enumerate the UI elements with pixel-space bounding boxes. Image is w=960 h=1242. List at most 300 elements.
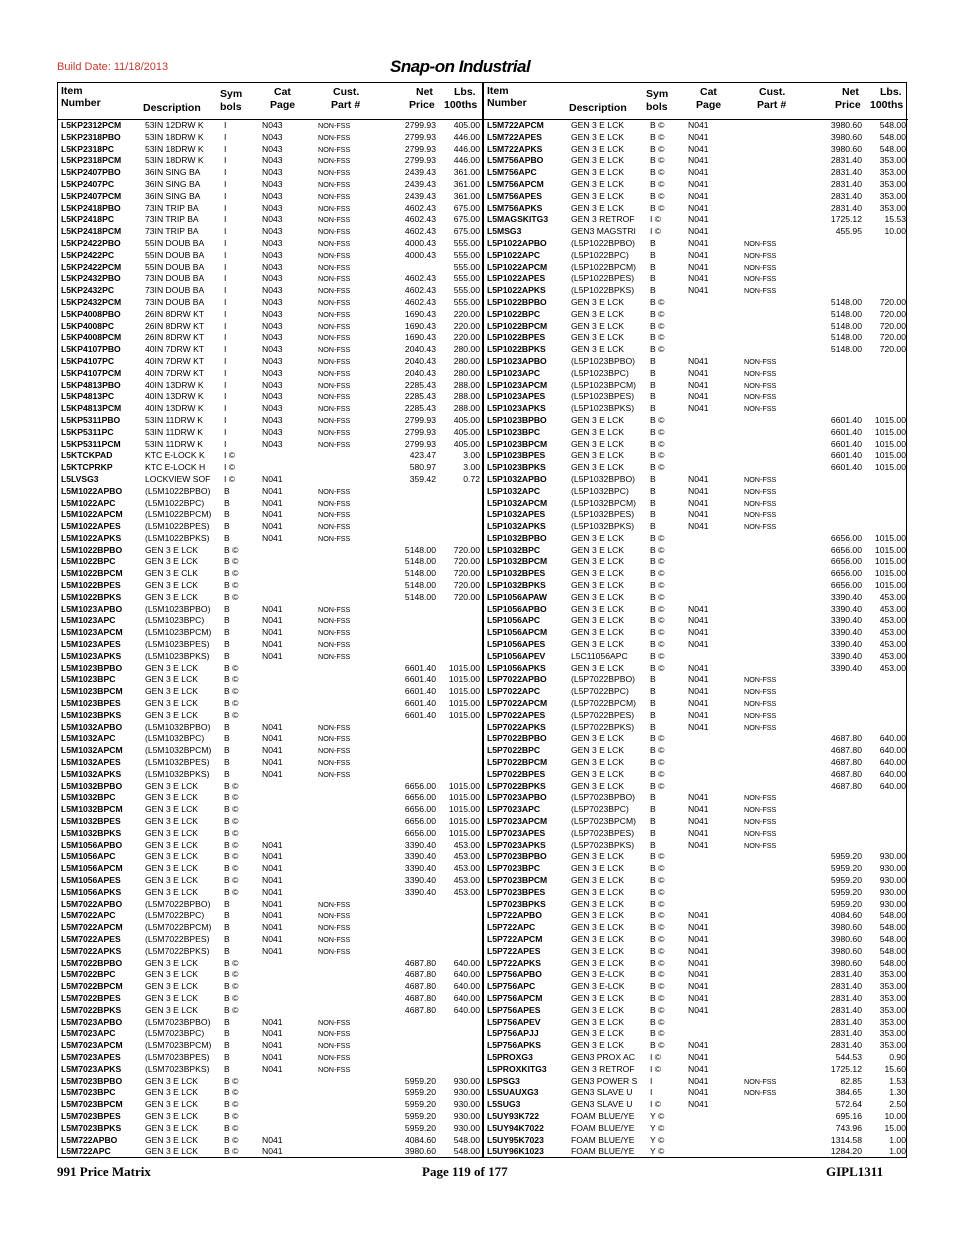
weight-lbs: 453.00: [879, 627, 906, 638]
item-number: L5KP2318PBO: [61, 131, 121, 142]
cust-part: NON-FSS: [318, 640, 351, 650]
description: (L5P1023BPES): [571, 391, 635, 402]
item-number: L5KP5311PCM: [61, 438, 121, 449]
cat-page: N041: [262, 497, 283, 508]
weight-lbs: 930.00: [879, 863, 906, 874]
description: (L5M1022BPES): [145, 521, 210, 532]
item-number: L5M1023BPCM: [61, 686, 123, 697]
cat-page: N041: [262, 875, 283, 885]
cust-part: NON-FSS: [318, 121, 351, 130]
description: (L5M7022BPBO): [145, 898, 211, 909]
table-row: [484, 250, 908, 262]
description: GEN 3 E LCK: [145, 698, 199, 709]
description: GEN3 POWER S: [571, 1075, 638, 1086]
symbols: B: [650, 721, 656, 732]
weight-lbs: 1015.00: [874, 580, 906, 591]
header-net: Net: [416, 86, 433, 98]
net-price: 6601.40: [830, 426, 862, 437]
weight-lbs: 1015.00: [874, 556, 906, 567]
item-number: L5M1023BPES: [61, 698, 121, 709]
table-row: [484, 698, 908, 710]
cust-part: NON-FSS: [318, 179, 351, 189]
net-price: 3390.40: [404, 886, 436, 897]
header-part: Part #: [757, 99, 787, 111]
item-number: L5SUG3: [487, 1099, 521, 1110]
cat-page: N043: [262, 320, 283, 331]
table-row: [484, 380, 908, 392]
net-price: 743.96: [835, 1122, 862, 1133]
net-price: 5959.20: [830, 851, 862, 862]
description: (L5P7022BPBO): [571, 674, 636, 685]
table-row: [58, 1123, 482, 1135]
table-row: [58, 816, 482, 828]
description: (L5P1022BPC): [571, 249, 629, 260]
symbols: B ©: [224, 886, 239, 897]
description: GEN 3 E LCK: [571, 580, 625, 591]
description: (L5M7023BPES): [145, 1051, 210, 1062]
item-number: L5M1023BPKS: [61, 709, 122, 720]
net-price: 6601.40: [404, 674, 436, 685]
weight-lbs: 1015.00: [448, 827, 480, 838]
weight-lbs: 288.00: [453, 379, 480, 390]
net-price: 2285.43: [404, 403, 436, 414]
item-number: L5P1022BPCM: [487, 320, 548, 331]
cat-page: N041: [262, 945, 283, 956]
net-price: 4687.80: [404, 957, 436, 968]
item-number: L5KP4107PBO: [61, 344, 121, 355]
weight-lbs: 548.00: [879, 131, 906, 142]
cat-page: N041: [688, 131, 709, 142]
cust-part: NON-FSS: [318, 168, 351, 178]
cust-part: NON-FSS: [318, 746, 351, 756]
symbols: B ©: [650, 155, 665, 166]
symbols: Y ©: [650, 1146, 665, 1157]
table-row: [484, 332, 908, 344]
net-price: 5959.20: [830, 898, 862, 909]
cat-page: N041: [688, 827, 709, 838]
footer-page-number: Page 119 of 177: [422, 1164, 508, 1179]
item-number: L5P7023BPKS: [487, 898, 546, 909]
item-number: L5P1023BPKS: [487, 462, 546, 473]
weight-lbs: 15.60: [884, 1063, 906, 1074]
item-number: L5KP2422PBO: [61, 237, 121, 248]
table-row: [484, 639, 908, 651]
net-price: 2799.93: [404, 426, 436, 437]
description: (L5M1023BPCM): [145, 627, 212, 638]
symbols: B ©: [650, 320, 665, 331]
header-lbs: Lbs.: [454, 86, 476, 98]
table-row: [484, 132, 908, 144]
cat-page: N043: [262, 202, 283, 213]
table-row: [58, 993, 482, 1005]
table-row: [484, 144, 908, 156]
symbols: B ©: [650, 639, 665, 650]
cat-page: N041: [688, 816, 709, 827]
table-row: [484, 533, 908, 545]
symbols: B: [650, 839, 656, 850]
table-row: [484, 238, 908, 250]
net-price: 3390.40: [830, 591, 862, 602]
cat-page: N043: [262, 190, 283, 201]
item-number: L5P7023APC: [487, 804, 541, 815]
table-row: [484, 580, 908, 592]
item-number: L5M1056APC: [61, 851, 116, 862]
item-number: L5KTCPRKP: [61, 462, 113, 473]
cat-page: N043: [262, 178, 283, 189]
cat-page: N041: [262, 898, 283, 909]
net-price: 2799.93: [404, 131, 436, 142]
description: GEN 3 E LCK: [145, 1099, 199, 1110]
weight-lbs: 10.00: [884, 226, 906, 237]
description: 40IN 7DRW KT: [145, 344, 205, 355]
table-row: [484, 958, 908, 970]
symbols: B ©: [650, 167, 665, 178]
description: (L5P7023BPES): [571, 827, 635, 838]
symbols: B ©: [650, 981, 665, 992]
description: GEN 3 E LCK: [571, 202, 625, 213]
table-row: [58, 179, 482, 191]
cat-page: N041: [688, 226, 709, 237]
table-row: [484, 615, 908, 627]
cust-part: NON-FSS: [744, 793, 777, 803]
cat-page: N043: [262, 261, 283, 272]
table-row: [484, 899, 908, 911]
description: GEN 3 E LCK: [571, 780, 625, 791]
symbols: B: [650, 285, 656, 296]
symbols: B ©: [224, 556, 239, 567]
weight-lbs: 1015.00: [874, 426, 906, 437]
symbols: B ©: [650, 591, 665, 602]
description: GEN 3 E LCK: [145, 792, 199, 803]
symbols: B ©: [650, 1004, 665, 1015]
description: GEN 3 E LCK: [571, 945, 625, 956]
net-price: 5148.00: [404, 568, 436, 579]
item-number: L5MSG3: [487, 226, 522, 237]
table-row: [58, 285, 482, 297]
table-row: [484, 1076, 908, 1088]
item-number: L5M7023APBO: [61, 1016, 123, 1027]
weight-lbs: 446.00: [453, 155, 480, 166]
symbols: B: [224, 532, 230, 543]
weight-lbs: 15.00: [884, 1122, 906, 1133]
item-number: L5P1032APC: [487, 485, 541, 496]
net-price: 5959.20: [830, 886, 862, 897]
table-row: [58, 509, 482, 521]
symbols: B: [650, 804, 656, 815]
cat-page: N041: [688, 1040, 709, 1051]
cat-page: N041: [688, 969, 709, 980]
weight-lbs: 930.00: [453, 1075, 480, 1086]
weight-lbs: 453.00: [453, 875, 480, 885]
table-row: [484, 1017, 908, 1029]
description: GEN 3 E LCK: [571, 898, 625, 909]
net-price: 5959.20: [404, 1122, 436, 1133]
table-row: [58, 733, 482, 745]
item-number: L5M1032BPCM: [61, 804, 123, 815]
weight-lbs: 548.00: [879, 143, 906, 154]
description: (L5M1023BPKS): [145, 650, 210, 661]
cat-page: N041: [688, 662, 709, 673]
weight-lbs: 720.00: [879, 332, 906, 343]
weight-lbs: 220.00: [453, 320, 480, 331]
table-row: [484, 1087, 908, 1099]
weight-lbs: 1.30: [889, 1087, 906, 1098]
description: GEN 3 E-LCK: [571, 981, 625, 992]
item-number: L5M7022APCM: [61, 922, 123, 933]
description: (L5P1023BPCM): [571, 379, 636, 390]
symbols: B: [224, 1028, 230, 1039]
net-price: 5148.00: [830, 332, 862, 343]
table-row: [58, 686, 482, 698]
weight-lbs: 1015.00: [448, 816, 480, 827]
item-number: L5P7023APES: [487, 827, 546, 838]
description: GEN 3 E LCK: [145, 992, 199, 1003]
symbols: B ©: [224, 544, 239, 555]
table-row: [484, 427, 908, 439]
description: GEN 3 E LCK: [145, 1122, 199, 1133]
item-number: L5M756APBO: [487, 155, 544, 166]
item-number: L5KP5311PC: [61, 426, 114, 437]
net-price: 6656.00: [830, 544, 862, 555]
symbols: B ©: [650, 650, 665, 661]
item-number: L5M7022BPES: [61, 992, 121, 1003]
net-price: 4687.80: [404, 992, 436, 1003]
table-row: [58, 273, 482, 285]
cust-part: NON-FSS: [318, 486, 351, 496]
cat-page: N041: [688, 922, 709, 933]
table-row: [58, 214, 482, 226]
table-row: [484, 545, 908, 557]
cat-page: N043: [262, 403, 283, 414]
net-price: 4000.43: [404, 249, 436, 260]
weight-lbs: 10.00: [884, 1110, 906, 1121]
item-number: L5M7022BPBO: [61, 957, 123, 968]
symbols: B ©: [224, 851, 239, 862]
symbols: B ©: [650, 780, 665, 791]
weight-lbs: 720.00: [453, 544, 480, 555]
net-price: 6656.00: [830, 568, 862, 579]
net-price: 2040.43: [404, 344, 436, 355]
symbols: B ©: [224, 1134, 239, 1145]
table-row: [484, 309, 908, 321]
symbols: B ©: [650, 733, 665, 744]
net-price: 4000.43: [404, 237, 436, 248]
description: (L5P1023BPBO): [571, 355, 636, 366]
table-row: [58, 698, 482, 710]
description: 73IN TRIP BA: [145, 226, 199, 237]
symbols: B ©: [224, 591, 239, 602]
item-number: L5M1022APES: [61, 521, 121, 532]
cat-page: N041: [688, 509, 709, 520]
weight-lbs: 280.00: [453, 355, 480, 366]
symbols: I: [224, 273, 227, 284]
table-row: [484, 1111, 908, 1123]
item-number: L5M1056APKS: [61, 886, 122, 897]
table-row: [58, 1028, 482, 1040]
cat-page: N041: [688, 933, 709, 944]
net-price: 5959.20: [404, 1087, 436, 1098]
net-price: 1314.58: [830, 1134, 862, 1145]
description: GEN 3 E LCK: [571, 745, 625, 756]
net-price: 6601.40: [830, 438, 862, 449]
symbols: B ©: [224, 792, 239, 803]
symbols: B ©: [650, 922, 665, 933]
table-row: [484, 745, 908, 757]
cat-page: N041: [688, 945, 709, 956]
table-row: [484, 840, 908, 852]
weight-lbs: 548.00: [879, 945, 906, 956]
symbols: B: [224, 910, 230, 921]
table-row: [484, 792, 908, 804]
weight-lbs: 1015.00: [874, 462, 906, 473]
table-row: [58, 1135, 482, 1147]
net-price: 2831.40: [830, 1040, 862, 1051]
item-number: L5M722APCM: [487, 120, 544, 130]
item-number: L5M756APES: [487, 190, 542, 201]
item-number: L5P1056APBO: [487, 603, 547, 614]
symbols: I: [224, 120, 227, 130]
table-row: [58, 474, 482, 486]
table-row: [58, 863, 482, 875]
symbols: B ©: [650, 344, 665, 355]
net-price: 544.53: [835, 1051, 862, 1062]
net-price: 5959.20: [830, 875, 862, 885]
symbols: B ©: [224, 1075, 239, 1086]
table-row: [58, 120, 482, 132]
item-number: L5LVSG3: [61, 473, 99, 484]
item-number: L5P756APES: [487, 1004, 541, 1015]
table-row: [58, 545, 482, 557]
item-number: L5KP4107PCM: [61, 367, 122, 378]
item-number: L5M756APKS: [487, 202, 543, 213]
cat-page: N043: [262, 143, 283, 154]
table-row: [484, 155, 908, 167]
cat-page: N043: [262, 120, 283, 130]
symbols: B ©: [224, 875, 239, 885]
table-row: [484, 1135, 908, 1147]
cat-page: N041: [262, 1134, 283, 1145]
cat-page: N043: [262, 426, 283, 437]
table-row: [484, 214, 908, 226]
table-row: [58, 615, 482, 627]
description: (L5M7023BPBO): [145, 1016, 211, 1027]
cust-part: NON-FSS: [318, 415, 351, 425]
table-row: [58, 969, 482, 981]
table-row: [58, 910, 482, 922]
item-number: L5M1023APBO: [61, 603, 123, 614]
symbols: B: [650, 273, 656, 284]
description: GEN 3 E LCK: [145, 544, 199, 555]
table-row: [484, 1005, 908, 1017]
cat-page: N043: [262, 414, 283, 425]
table-row: [484, 828, 908, 840]
weight-lbs: 453.00: [879, 639, 906, 650]
weight-lbs: 453.00: [453, 863, 480, 874]
net-price: 2831.40: [830, 1016, 862, 1027]
cust-part: NON-FSS: [744, 356, 777, 366]
weight-lbs: 640.00: [453, 1004, 480, 1015]
weight-lbs: 1015.00: [874, 450, 906, 461]
description: GEN 3 E LCK: [571, 910, 625, 921]
cat-page: N041: [262, 1063, 283, 1074]
footer-doc-title: 991 Price Matrix: [57, 1164, 151, 1179]
table-row: [484, 450, 908, 462]
net-price: 3980.60: [830, 120, 862, 130]
symbols: B: [650, 261, 656, 272]
table-row: [484, 863, 908, 875]
table-row: [484, 439, 908, 451]
weight-lbs: 930.00: [879, 875, 906, 885]
description: (L5P1022BPBO): [571, 237, 636, 248]
symbols: B ©: [650, 202, 665, 213]
table-row: [58, 899, 482, 911]
symbols: B ©: [650, 745, 665, 756]
table-row: [58, 556, 482, 568]
header-sym: Sym: [220, 88, 243, 100]
symbols: I ©: [224, 462, 236, 473]
description: GEN 3 E LCK: [571, 1004, 625, 1015]
table-row: [58, 439, 482, 451]
cust-part: NON-FSS: [318, 1017, 351, 1027]
weight-lbs: 288.00: [453, 403, 480, 414]
cust-part: NON-FSS: [744, 840, 777, 850]
description: GEN 3 E LCK: [145, 957, 199, 968]
description: (L5M1023BPC): [145, 615, 205, 626]
net-price: 5959.20: [404, 1099, 436, 1110]
item-number: L5M1032APBO: [61, 721, 123, 732]
item-number: L5M7023BPC: [61, 1087, 116, 1098]
item-number: L5M7023BPES: [61, 1110, 121, 1121]
description: GEN 3 E LCK: [571, 544, 625, 555]
symbols: B ©: [650, 910, 665, 921]
table-row: [58, 663, 482, 675]
weight-lbs: 548.00: [453, 1134, 480, 1145]
description: 26IN 8DRW KT: [145, 320, 205, 331]
description: 73IN DOUB BA: [145, 273, 205, 284]
description: GEN 3 E LCK: [145, 969, 199, 980]
description: GEN 3 E LCK: [145, 591, 199, 602]
symbols: I: [224, 320, 227, 331]
net-price: 3390.40: [830, 662, 862, 673]
cat-page: N043: [262, 367, 283, 378]
weight-lbs: 1015.00: [874, 544, 906, 555]
cust-part: NON-FSS: [318, 215, 351, 225]
table-row: [58, 781, 482, 793]
cat-page: N041: [688, 178, 709, 189]
table-row: [484, 1052, 908, 1064]
description: GEN 3 E LCK: [571, 143, 625, 154]
net-price: 6656.00: [404, 792, 436, 803]
header-cat: Cat: [700, 86, 717, 98]
cat-page: N041: [262, 768, 283, 779]
symbols: I: [224, 214, 227, 225]
cat-page: N041: [688, 497, 709, 508]
net-price: 2799.93: [404, 155, 436, 166]
weight-lbs: 555.00: [453, 285, 480, 296]
item-number: L5P722APBO: [487, 910, 542, 921]
item-number: L5KP5311PBO: [61, 414, 121, 425]
symbols: B ©: [650, 615, 665, 626]
cat-page: N041: [262, 1028, 283, 1039]
description: GEN3 SLAVE U: [571, 1087, 633, 1098]
description: (L5M1022BPBO): [145, 485, 211, 496]
net-price: 6656.00: [404, 780, 436, 791]
header-description: Description: [569, 102, 627, 114]
cat-page: N041: [262, 721, 283, 732]
cat-page: N043: [262, 237, 283, 248]
symbols: B ©: [650, 969, 665, 980]
cat-page: N041: [688, 403, 709, 414]
